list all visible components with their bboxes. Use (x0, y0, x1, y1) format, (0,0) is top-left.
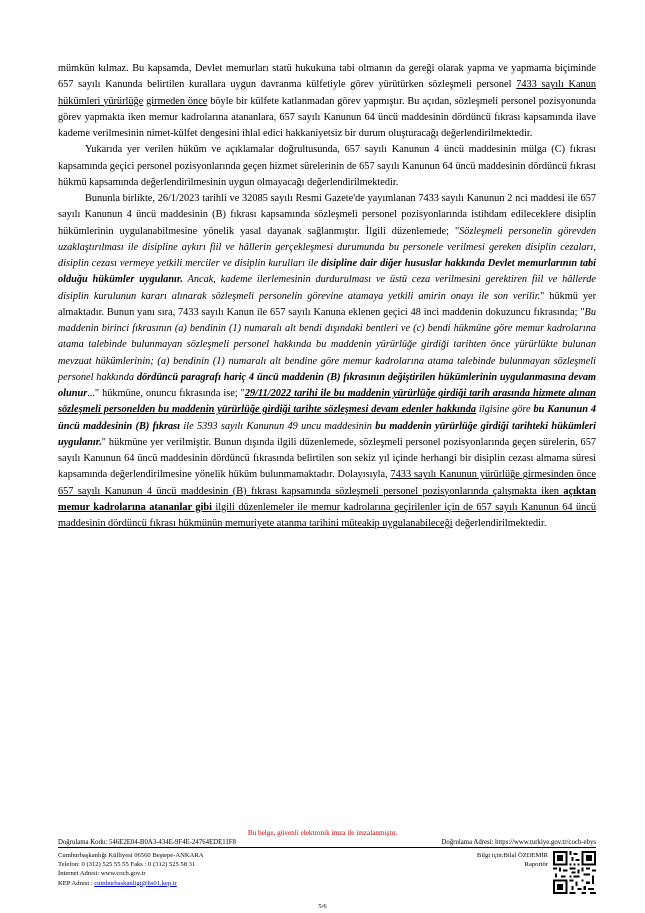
text-run: ..." hükmüne, onuncu fıkrasında ise; " (87, 388, 245, 399)
contact-title: Raportör (524, 861, 548, 869)
emphasized-text: bu Kanunun 4 üncü maddesinin (B) fıkrası (58, 404, 597, 432)
text-run: böyle bir külfete katlanmadan görev yapmıştır. Bu açıdan, sözleşmeli personel pozisyonunda görev yapmakta iken memur kadrolarına atananlara, 657 sayılı Kanunun 64 üncü maddesinin dördüncü fıkrası kapsamında ilave kademe verilmesinin nimet-külfet dengesini ihlal edici hakkaniyetsiz bir durum oluşturacağı değerlendirilmektedir. (58, 95, 596, 139)
postal-address: Cumhurbaşkanlığı Külliyesi 06560 Beştepe-ANKARA (58, 852, 204, 859)
page-number: 5/6 (318, 903, 327, 910)
emphasized-text: disipline dair diğer hususlar hakkında Devlet memurlarının tabi olduğu hükümler uygulanır. (58, 258, 596, 286)
underlined-text: 7433 sayılı Kanunun yürürlüğe girmesinden önce 657 sayılı Kanunun 4 üncü maddesinin (B) fıkrası kapsamında sözleşmeli personel pozisyonlarında çalışmakta iken (58, 469, 596, 497)
bold-underlined-text: açıktan memur kadrolarına atananlar gibi (58, 485, 596, 513)
quoted-text: Ancak, kademe ilerlemesinin durdurulması ve üstü ceza verilmesini gerektiren fiil ve hâllerde disiplin kurulunun kararı alınarak sözleşmeli personelin görevine atamaya yetkili amirin onayı ile son verilir. (58, 274, 597, 302)
quoted-text: ilgisine göre (476, 404, 534, 416)
kep-link[interactable]: cumhurbaskanligi@hs01.kep.tr (94, 879, 177, 887)
quoted-text: ile 5393 sayılı Kanunun 49 uncu maddesinin (180, 420, 376, 432)
emphasized-underlined-text: 29/11/2022 tarihi ile bu maddenin yürürlüğe girdiği tarih arasında hizmete alınan sözleşmeli personelden bu maddenin yürürlüğe girdiği tarihte sözleşmesi devam edenler hakkında (58, 388, 597, 416)
paragraph-2: Yukarıda yer verilen hüküm ve açıklamalar doğrultusunda, 657 sayılı Kanunun 4 üncü maddesinin mülga (C) fıkrası kapsamında geçici personel pozisyonlarında geçen hizmet sürelerinin de 657 sayılı Kanunun 64 üncü maddesinin dördüncü fıkrası hükmü kapsamında değerlendirilmesinin uygun olmayacağı değerlendirilmektedir. (58, 144, 596, 188)
underlined-text: girmeden önce (146, 95, 208, 107)
paragraph-1 (58, 61, 596, 142)
e-signature-notice: Bu belge, güvenli elektronik imza ile imzalanmıştır. (247, 829, 398, 837)
document-body (58, 61, 596, 532)
address-block (58, 851, 204, 888)
underlined-text: ilgili düzenlemeler ile memur kadrolarına geçirilenler için de 657 sayılı Kanunun 64 üncü maddesinin dördüncü fıkrası hükmünün memuriyete atanma tarihini müteakip uygulanabileceği (58, 501, 596, 529)
emphasized-text: dördüncü paragrafı hariç 4 üncü maddenin (B) fıkrasının değiştirilen hükümlerinin uygulanmasına devam olunur (58, 371, 596, 399)
verification-line (58, 839, 596, 848)
text-run: mümkün kılmaz. Bu kapsamda, Devlet memurları statü hukukuna tabi olmanın da gereği olarak yapma ve yapmama biçiminde 657 sayılı Kanunda belirtilen kurallara uygun davranma külfetiyle görev yürütürken sözleşmeli personel (58, 63, 596, 91)
contact-person: Bilgi için:Bilal ÖZDEMİR (476, 852, 548, 859)
text-run: " hükmü yer almaktadır. Bunun yanı sıra, 7433 sayılı Kanun ile 657 sayılı Kanuna eklenen geçici 48 inci maddenin dokuzuncu fıkrasında; " (58, 290, 596, 318)
quoted-text: Bu maddenin birinci fıkrasının (a) bendinin (1) numaralı alt bendi dışındaki bentleri ve (c) bendi hükmüne göre memur kadrolarına atama talebinde bulunmayan sözleşmeli personel hakkında bu maddenin yürürlüğe girdiği tarihten önce yürürlükte bulunan mevzuat hükümlerinin; (a) bendinin (1) numaralı alt bendine göre memur kadrolarına atama talebinde bulunmayan sözleşmeli personel hakkında (58, 306, 596, 383)
underlined-text: 7433 sayılı Kanun hükümleri yürürlüğe (58, 79, 596, 107)
verification-code: Doğrulama Kodu: 546E2E04-B0A3-434E-9F4E-24764EDE11F8 (58, 839, 236, 846)
internet-address[interactable]: İnternet Adresi: www.cocb.gov.tr (58, 870, 146, 878)
text-run: " hükmüne yer verilmiştir. Bunun dışında ilgili düzenlemede, sözleşmeli personel pozisyonlarında geçen sürelerin, 657 sayılı Kanunun 64 üncü maddesinin dördüncü fıkrasında belirtilen son sekiz yıl içinde herhangi bir disiplin cezası almama süresi kapsamında değerlendirilmesine yönelik hüküm bulunmamaktadır. Dolayısıyla, (58, 436, 596, 481)
contact-info (477, 851, 548, 869)
phone-fax: Telefon: 0 (312) 525 55 55 Faks : 0 (312) 525 58 31 (58, 861, 196, 869)
qr-code-icon (553, 851, 596, 894)
emphasized-text: bu maddenin yürürlüğe girdiği tarihteki hükümleri uygulanır. (58, 420, 596, 448)
kep-label: KEP Adresi : (58, 879, 95, 887)
kep-address (58, 879, 204, 888)
text-run: değerlendirilmektedir. (452, 518, 547, 529)
text-run: Bununla birlikte, 26/1/2023 tarihli ve 32085 sayılı Resmi Gazete'de yayımlanan 7433 sayılı Kanunun 2 nci maddesi ile 657 sayılı Kanunun 4 üncü maddesinin (B) fıkrası kapsamında sözleşmeli personel pozisyonlarında istihdam edileceklere disiplin hükümlerinin uygulanabilmesine yönelik yasal dayanak sağlanmıştır. İlgili düzenlemede; " (58, 193, 596, 237)
paragraph-3 (58, 191, 596, 532)
quoted-text: Sözleşmeli personelin görevden uzaklaştırılması ile disipline aykırı fiil ve hâllerin gerçekleşmesi durumunda bu personele verilmesi gereken disiplin cezaları, disiplin cezası vermeye yetkili merciler ve disiplin kurulları ile (58, 225, 596, 269)
verification-address[interactable]: Doğrulama Adresi: https://www.turkiye.gov.tr/cocb-ebys (441, 839, 596, 846)
